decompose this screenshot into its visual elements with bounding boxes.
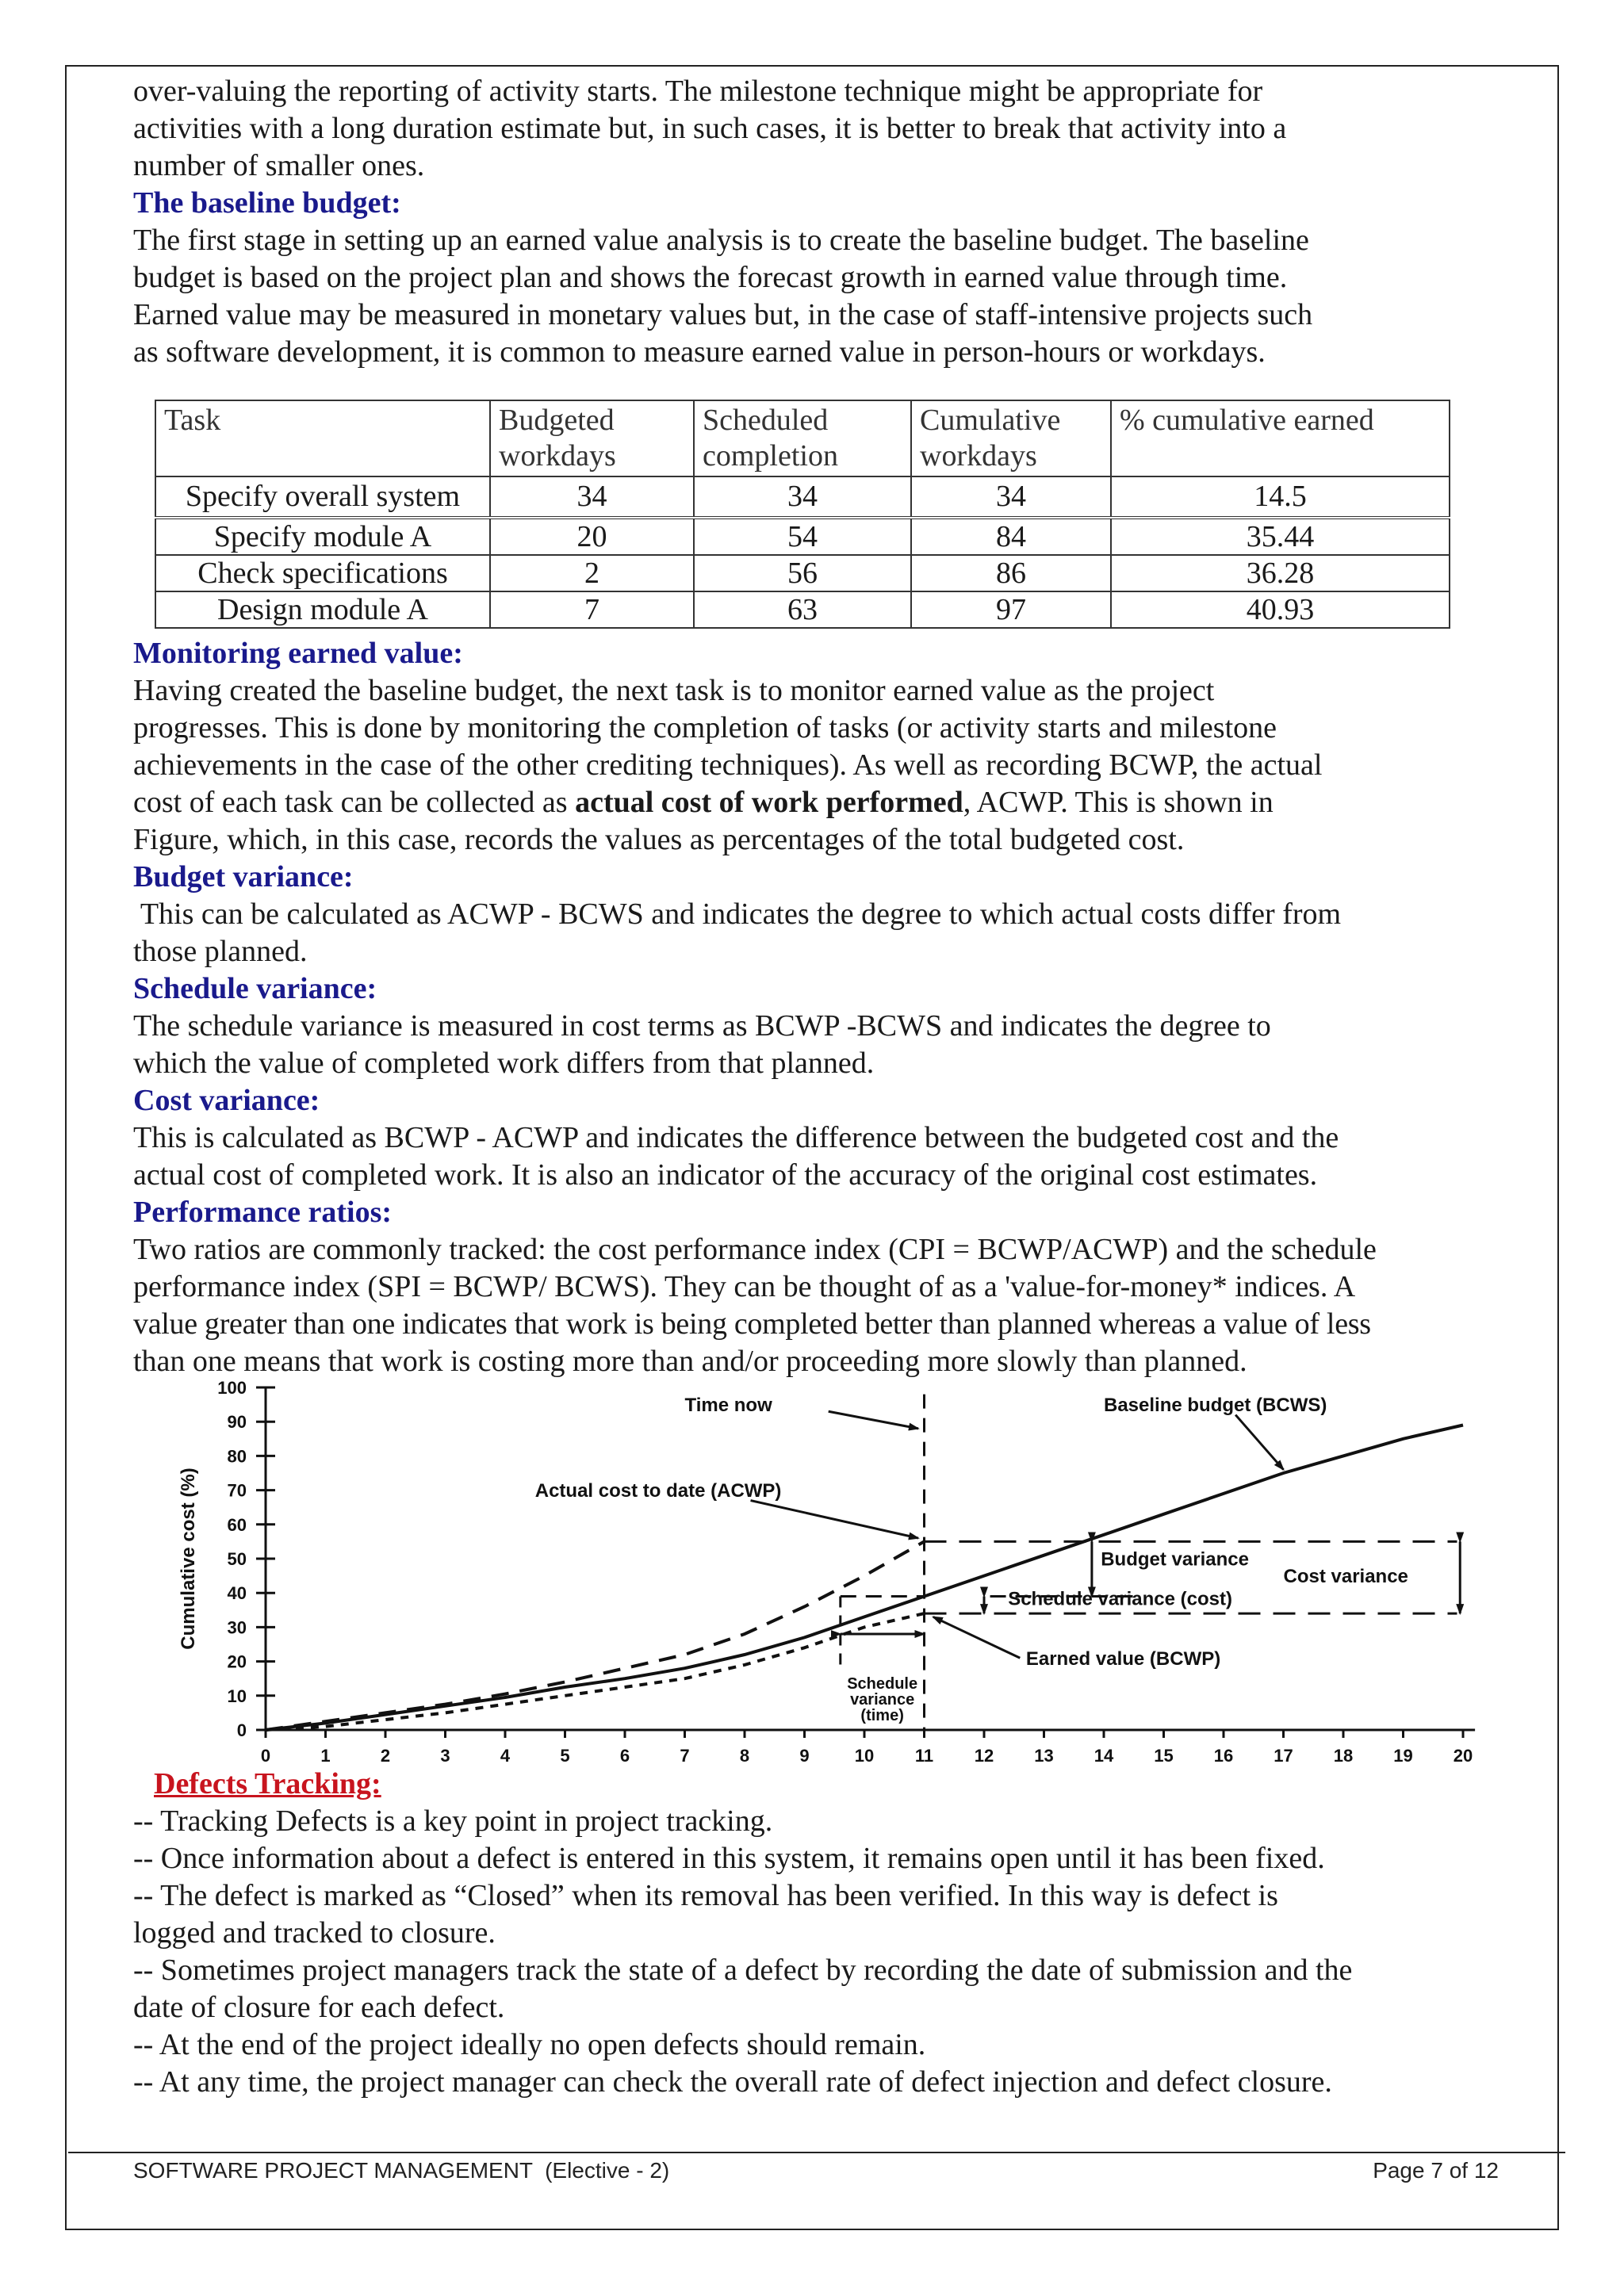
pct-cumulative-earned: 40.93 bbox=[1111, 591, 1450, 628]
monitoring-line: Figure, which, in this case, records the values as percentages of the total budgeted cost. bbox=[133, 823, 1185, 856]
y-tick-label: 60 bbox=[227, 1514, 247, 1535]
pct-cumulative-earned: 35.44 bbox=[1111, 518, 1450, 555]
x-tick-label: 9 bbox=[799, 1746, 810, 1766]
pct-cumulative-earned: 36.28 bbox=[1111, 555, 1450, 591]
y-tick-label: 70 bbox=[227, 1480, 247, 1501]
acwp-label: Actual cost to date (ACWP) bbox=[534, 1480, 782, 1502]
time-now-label: Time now bbox=[684, 1395, 772, 1417]
cost-variance-heading: Cost variance: bbox=[133, 1084, 320, 1117]
footer-page-number: Page 7 of 12 bbox=[1373, 2158, 1499, 2183]
acwp-term: actual cost of work performed bbox=[575, 786, 963, 819]
x-tick-label: 5 bbox=[560, 1746, 570, 1766]
x-tick-label: 3 bbox=[440, 1746, 450, 1766]
y-tick-label: 30 bbox=[227, 1617, 247, 1638]
budget-variance-line: those planned. bbox=[133, 935, 308, 968]
x-tick-label: 12 bbox=[974, 1746, 994, 1766]
x-tick-label: 14 bbox=[1094, 1746, 1114, 1766]
cost-variance-line: This is calculated as BCWP - ACWP and indicates the difference between the budgeted cost and the bbox=[133, 1121, 1339, 1154]
x-tick-label: 11 bbox=[914, 1746, 934, 1766]
x-tick-label: 1 bbox=[320, 1746, 331, 1766]
cost-variance-line: actual cost of completed work. It is also an indicator of the accuracy of the original cost estimates. bbox=[133, 1158, 1318, 1192]
table-header-scheduled: Scheduled completion bbox=[694, 400, 911, 476]
schedule-variance-line: which the value of completed work differs from that planned. bbox=[133, 1047, 875, 1080]
defects-line: -- Sometimes project managers track the state of a defect by recording the date of submission and the bbox=[133, 1954, 1353, 1987]
acwp-pointer bbox=[751, 1501, 918, 1539]
x-tick-label: 7 bbox=[680, 1746, 690, 1766]
monitoring-line: cost of each task can be collected as actual cost of work performed, ACWP. This is shown in bbox=[133, 786, 1274, 819]
table-row bbox=[155, 591, 1450, 628]
earned-value-chart bbox=[143, 1380, 1491, 1766]
y-tick-label: 10 bbox=[227, 1686, 247, 1706]
scheduled-completion: 34 bbox=[694, 476, 911, 518]
schedule-variance-line: The schedule variance is measured in cost terms as BCWP -BCWS and indicates the degree to bbox=[133, 1009, 1271, 1043]
x-tick-label: 17 bbox=[1274, 1746, 1293, 1766]
footer-rule bbox=[68, 2152, 1565, 2153]
scheduled-completion: 56 bbox=[694, 555, 911, 591]
performance-line: than one means that work is costing more than and/or proceeding more slowly than planned. bbox=[133, 1345, 1247, 1378]
budgeted-workdays: 20 bbox=[490, 518, 694, 555]
x-tick-label: 19 bbox=[1393, 1746, 1413, 1766]
x-tick-label: 2 bbox=[380, 1746, 391, 1766]
monitoring-line: Having created the baseline budget, the next task is to monitor earned value as the project bbox=[133, 674, 1215, 707]
defects-line: logged and tracked to closure. bbox=[133, 1916, 496, 1950]
baseline-line: The first stage in setting up an earned value analysis is to create the baseline budget. The baseline bbox=[133, 224, 1309, 257]
defects-line: -- The defect is marked as “Closed” when its removal has been verified. In this way is defect is bbox=[133, 1879, 1278, 1912]
budgeted-workdays: 34 bbox=[490, 476, 694, 518]
schedule-variance-time-label: Schedule bbox=[847, 1675, 918, 1693]
pct-cumulative-earned: 14.5 bbox=[1111, 476, 1450, 518]
performance-section bbox=[133, 1194, 1513, 1380]
performance-line: Two ratios are commonly tracked: the cost performance index (CPI = BCWP/ACWP) and the schedule bbox=[133, 1233, 1377, 1266]
x-tick-label: 8 bbox=[739, 1746, 750, 1766]
table-header-budgeted: Budgeted workdays bbox=[490, 400, 694, 476]
cumulative-workdays: 84 bbox=[911, 518, 1111, 555]
table-header-row bbox=[155, 400, 1450, 476]
baseline-line: as software development, it is common to measure earned value in person-hours or workdays. bbox=[133, 335, 1266, 369]
monitoring-line: progresses. This is done by monitoring the completion of tasks (or activity starts and milestone bbox=[133, 711, 1277, 744]
y-tick-label: 40 bbox=[227, 1583, 247, 1604]
budget-variance-line: This can be calculated as ACWP - BCWS and indicates the degree to which actual costs differ from bbox=[133, 897, 1342, 931]
performance-heading: Performance ratios: bbox=[133, 1196, 393, 1229]
baseline-heading: The baseline budget: bbox=[133, 186, 401, 220]
monitoring-heading: Monitoring earned value: bbox=[133, 637, 463, 670]
earned-value-label: Earned value (BCWP) bbox=[1025, 1647, 1221, 1670]
footer-course-title: SOFTWARE PROJECT MANAGEMENT (Elective - 2) bbox=[133, 2158, 670, 2183]
y-axis-title: Cumulative cost (%) bbox=[178, 1468, 199, 1650]
schedule-variance-cost-label: Schedule variance (cost) bbox=[1008, 1588, 1232, 1610]
defects-heading: Defects Tracking: bbox=[154, 1767, 381, 1800]
schedule-variance-time-label: (time) bbox=[860, 1707, 904, 1725]
task-name: Specify module A bbox=[155, 518, 490, 555]
x-tick-label: 13 bbox=[1034, 1746, 1054, 1766]
baseline-line: Earned value may be measured in monetary values but, in the case of staff-intensive projects such bbox=[133, 298, 1313, 331]
table-row bbox=[155, 518, 1450, 555]
budgeted-workdays: 7 bbox=[490, 591, 694, 628]
table-header-pct: % cumulative earned bbox=[1111, 400, 1450, 476]
time-now-pointer bbox=[829, 1411, 918, 1429]
intro-line: over-valuing the reporting of activity starts. The milestone technique might be appropriate for bbox=[133, 75, 1263, 108]
x-tick-label: 18 bbox=[1333, 1746, 1354, 1766]
bcwp-pointer bbox=[933, 1617, 1020, 1658]
cumulative-workdays: 34 bbox=[911, 476, 1111, 518]
y-tick-label: 20 bbox=[227, 1651, 247, 1672]
x-tick-label: 0 bbox=[260, 1746, 271, 1766]
scheduled-completion: 54 bbox=[694, 518, 911, 555]
baseline-line: budget is based on the project plan and shows the forecast growth in earned value through time. bbox=[133, 261, 1288, 294]
defects-line: date of closure for each defect. bbox=[133, 1991, 505, 2024]
defects-section bbox=[133, 1766, 1513, 2101]
table-row bbox=[155, 555, 1450, 591]
intro-line: activities with a long duration estimate but, in such cases, it is better to break that activity into a bbox=[133, 112, 1287, 145]
task-name: Check specifications bbox=[155, 555, 490, 591]
task-name: Specify overall system bbox=[155, 476, 490, 518]
performance-line: value greater than one indicates that work is being completed better than planned whereas a value of less bbox=[133, 1307, 1371, 1341]
performance-line: performance index (SPI = BCWP/ BCWS). They can be thought of as a 'value-for-money* indices. A bbox=[133, 1270, 1356, 1303]
x-tick-label: 4 bbox=[500, 1746, 511, 1766]
baseline-label: Baseline budget (BCWS) bbox=[1104, 1395, 1327, 1417]
defects-line: -- At the end of the project ideally no open defects should remain. bbox=[133, 2028, 926, 2061]
x-tick-label: 16 bbox=[1213, 1746, 1234, 1766]
table-header-cumulative: Cumulative workdays bbox=[911, 400, 1111, 476]
acwp-line bbox=[266, 1541, 925, 1730]
y-tick-label: 100 bbox=[217, 1380, 247, 1398]
x-tick-label: 15 bbox=[1154, 1746, 1174, 1766]
y-tick-label: 0 bbox=[236, 1720, 247, 1740]
bcws-pointer bbox=[1235, 1415, 1283, 1470]
budget-variance-heading: Budget variance: bbox=[133, 860, 354, 894]
schedule-variance-time-label: variance bbox=[850, 1691, 915, 1709]
cost-variance-section bbox=[133, 1082, 1513, 1194]
monitoring-line: achievements in the case of the other crediting techniques). As well as recording BCWP, the actual bbox=[133, 748, 1323, 782]
table-header-task: Task bbox=[155, 400, 490, 476]
schedule-variance-section bbox=[133, 970, 1513, 1082]
cost-variance-label: Cost variance bbox=[1283, 1566, 1408, 1588]
task-name: Design module A bbox=[155, 591, 490, 628]
y-tick-label: 50 bbox=[227, 1549, 247, 1569]
schedule-variance-heading: Schedule variance: bbox=[133, 972, 377, 1005]
budgeted-workdays: 2 bbox=[490, 555, 694, 591]
x-tick-label: 6 bbox=[619, 1746, 630, 1766]
baseline-section bbox=[133, 185, 1513, 371]
defects-line: -- Once information about a defect is entered in this system, it remains open until it has been fixed. bbox=[133, 1842, 1325, 1875]
y-tick-label: 90 bbox=[227, 1412, 247, 1433]
monitoring-section bbox=[133, 635, 1513, 859]
budget-variance-label: Budget variance bbox=[1101, 1548, 1249, 1571]
intro-paragraph bbox=[133, 73, 1513, 185]
baseline-table bbox=[155, 400, 1450, 629]
intro-line: number of smaller ones. bbox=[133, 149, 425, 182]
x-tick-label: 10 bbox=[854, 1746, 875, 1766]
page-content bbox=[133, 73, 1513, 2101]
cumulative-workdays: 86 bbox=[911, 555, 1111, 591]
table-row bbox=[155, 476, 1450, 518]
x-tick-label: 20 bbox=[1453, 1746, 1473, 1766]
defects-line: -- Tracking Defects is a key point in project tracking. bbox=[133, 1804, 773, 1838]
defects-line: -- At any time, the project manager can check the overall rate of defect injection and defect closure. bbox=[133, 2065, 1332, 2099]
cumulative-workdays: 97 bbox=[911, 591, 1111, 628]
scheduled-completion: 63 bbox=[694, 591, 911, 628]
budget-variance-section bbox=[133, 859, 1513, 970]
y-tick-label: 80 bbox=[227, 1446, 247, 1467]
